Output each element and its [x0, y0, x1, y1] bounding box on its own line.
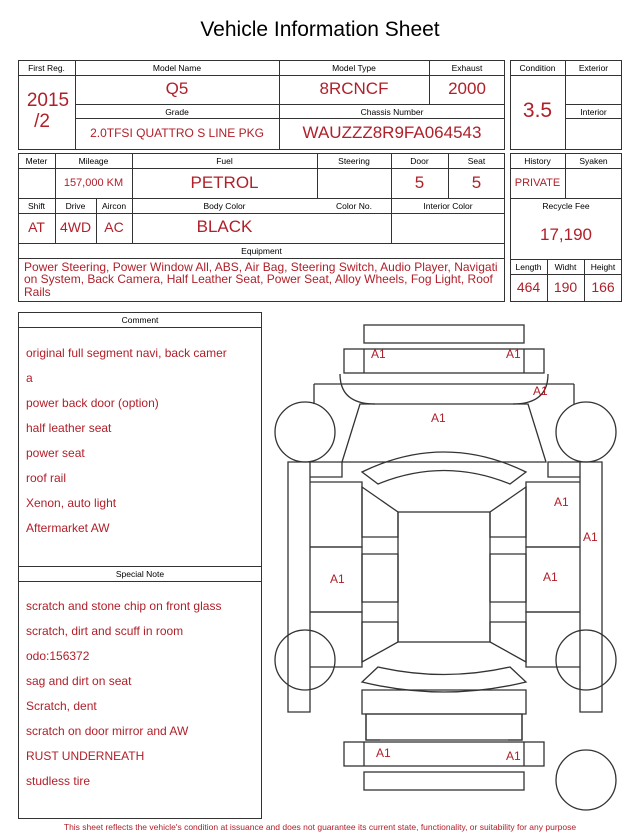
comment-line: a: [26, 370, 33, 385]
car-damage-diagram: [270, 322, 632, 820]
color-no-label: Color No.: [336, 201, 372, 211]
left-tail-light: [366, 714, 380, 740]
front-bumper-top: [364, 325, 524, 343]
comment-text: [26, 334, 258, 547]
rear-left-wheel: [275, 630, 335, 690]
damage-mark: A1: [376, 746, 391, 760]
left-side-body: [288, 462, 310, 712]
model-type-value: 8RCNCF: [319, 79, 389, 98]
mileage-label: Mileage: [78, 156, 109, 166]
meter-label: Meter: [25, 156, 48, 166]
special-note-label: Special Note: [115, 569, 165, 579]
spare-wheel: [556, 750, 616, 810]
rear-window: [362, 667, 526, 692]
left-rear-quarter: [310, 612, 362, 667]
length-value: 464: [516, 279, 541, 295]
exhaust-value: 2000: [448, 79, 486, 98]
page-title: Vehicle Information Sheet: [200, 18, 440, 41]
interior-label: Interior: [580, 107, 607, 117]
tailgate: [362, 690, 526, 714]
left-quarter-window: [362, 622, 398, 662]
special-note-line: studless tire: [26, 773, 91, 788]
recycle-fee-label: Recycle Fee: [542, 201, 590, 211]
exhaust-label: Exhaust: [451, 63, 483, 73]
special-note-line: scratch on door mirror and AW: [26, 723, 189, 738]
chassis-number-label: Chassis Number: [360, 107, 424, 117]
right-tail-light: [508, 714, 522, 740]
door-value: 5: [414, 173, 425, 192]
special-note-line: scratch and stone chip on front glass: [26, 598, 222, 613]
drive-label: Drive: [65, 201, 86, 211]
rear-bumper-bottom: [364, 772, 524, 790]
damage-mark: A1: [371, 347, 386, 361]
height-value: 166: [591, 279, 615, 295]
fuel-label: Fuel: [216, 156, 233, 166]
aircon-label: Aircon: [101, 201, 127, 211]
left-rear-window: [362, 554, 398, 602]
special-note-text: [26, 587, 258, 800]
exterior-label: Exterior: [578, 63, 609, 73]
history-value: PRIVATE: [514, 177, 561, 189]
right-rear-quarter: [526, 612, 580, 667]
seat-value: 5: [471, 173, 482, 192]
right-quarter-window: [490, 622, 526, 662]
recycle-fee-value: 17,190: [540, 225, 592, 244]
interior-color-label: Interior Color: [423, 201, 473, 211]
special-note-line: Scratch, dent: [26, 698, 97, 713]
syaken-label: Syaken: [579, 156, 608, 166]
left-front-fender: [310, 462, 342, 477]
damage-mark: A1: [506, 749, 521, 763]
right-side-body: [580, 462, 602, 712]
first-reg-label: First Reg.: [28, 63, 65, 73]
equipment-value: Power Steering, Power Window All, ABS, Air Bag, Steering Switch, Audio Player, Navigation System, Back Camera, Half Leather Seat, Power Seat, Alloy Wheels, Fog Light, Roof Rails: [24, 260, 498, 299]
special-note-line: odo:156372: [26, 648, 90, 663]
right-front-fender: [548, 462, 580, 477]
comment-line: roof rail: [26, 470, 67, 485]
damage-mark: A1: [543, 570, 558, 584]
grade-label: Grade: [165, 107, 189, 117]
rear-right-wheel: [556, 630, 616, 690]
width-label: Widht: [554, 262, 577, 272]
model-name-value: Q5: [165, 79, 189, 98]
door-label: Door: [410, 156, 429, 166]
special-note-line: scratch, dirt and scuff in room: [26, 623, 184, 638]
seat-label: Seat: [467, 156, 486, 166]
width-value: 190: [553, 279, 578, 295]
first-reg-year: 2015: [26, 90, 70, 111]
body-color-value: BLACK: [196, 217, 253, 236]
comment-line: power back door (option): [26, 395, 159, 410]
special-note-line: RUST UNDERNEATH: [26, 748, 145, 763]
comment-line: power seat: [26, 445, 85, 460]
condition-label: Condition: [519, 63, 556, 73]
chassis-number-value: WAUZZZ8R9FA064543: [302, 123, 482, 142]
footer-disclaimer: This sheet reflects the vehicle's condition at issuance and does not guarantee its current state, functionality, or suitability for any purpose: [63, 822, 577, 832]
roof: [398, 512, 490, 642]
drive-value: 4WD: [59, 219, 92, 235]
shift-value: AT: [28, 219, 45, 235]
steering-label: Steering: [338, 156, 370, 166]
shift-label: Shift: [27, 201, 45, 211]
equipment-label: Equipment: [241, 246, 282, 256]
height-label: Height: [590, 262, 616, 272]
grade-value: 2.0TFSI QUATTRO S LINE PKG: [90, 126, 264, 140]
right-rear-window: [490, 554, 526, 602]
length-label: Length: [515, 262, 542, 272]
first-reg-month: /2: [34, 111, 50, 132]
damage-mark: A1: [554, 495, 569, 509]
condition-value: 3.5: [522, 99, 553, 122]
mileage-value: 157,000 KM: [63, 177, 124, 189]
damage-mark: A1: [330, 572, 345, 586]
comment-line: half leather seat: [26, 420, 112, 435]
windshield: [362, 452, 526, 484]
damage-mark: A1: [583, 530, 598, 544]
damage-mark: A1: [506, 347, 521, 361]
comment-line: Aftermarket AW: [26, 520, 110, 535]
aircon-value: AC: [104, 219, 124, 235]
body-color-label: Body Color: [203, 201, 246, 211]
front-left-wheel: [275, 402, 335, 462]
special-note-line: sag and dirt on seat: [26, 673, 132, 688]
right-front-door: [526, 482, 580, 547]
left-front-window: [362, 487, 398, 537]
left-headlight: [340, 374, 375, 404]
front-right-wheel: [556, 402, 616, 462]
comment-line: original full segment navi, back camer: [26, 345, 227, 360]
comment-line: Xenon, auto light: [26, 495, 117, 510]
history-label: History: [524, 156, 551, 166]
model-name-label: Model Name: [152, 63, 202, 73]
damage-mark: A1: [431, 411, 446, 425]
fuel-value: PETROL: [190, 173, 259, 192]
rear-panel: [366, 714, 522, 740]
comment-label: Comment: [121, 315, 159, 325]
damage-mark: A1: [533, 384, 548, 398]
left-front-door: [310, 482, 362, 547]
right-front-window: [490, 487, 526, 537]
model-type-label: Model Type: [332, 63, 376, 73]
